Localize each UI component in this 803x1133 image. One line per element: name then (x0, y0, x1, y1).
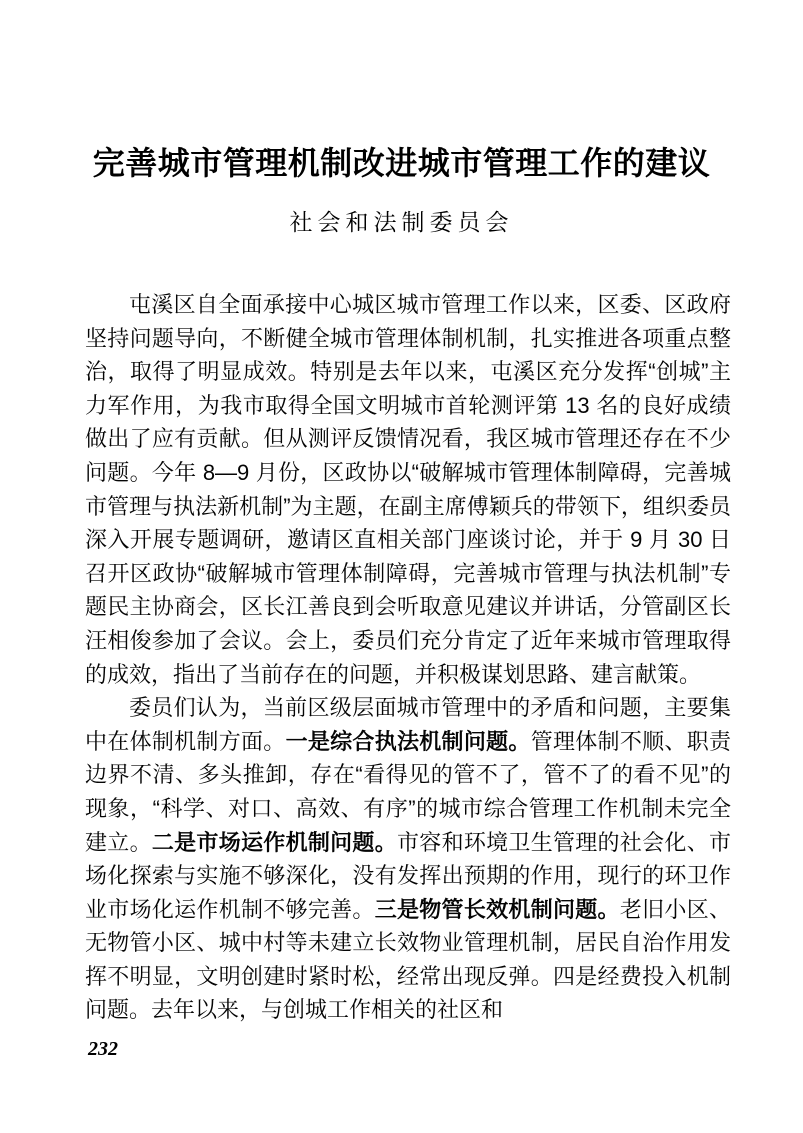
bold-text-segment: 二是市场运作机制问题。 (151, 829, 397, 855)
paragraph (85, 288, 731, 691)
paragraph (85, 691, 731, 1027)
text-segment: 屯溪区自全面承接中心城区城市管理工作以来，区委、区政府坚持问题导向，不断健全城市管理体制机制，扎实推进各项重点整治，取得了明显成效。特别是去年以来，屯溪区充分发挥“创城”主力军作用，为我市取得全国文明城市首轮测评第 13 名的良好成绩做出了应有贡献。但从测评反馈情况看，我区城市管理还存在不少问题。今年 8—9 月份，区政协以“破解城市管理体制障碍，完善城市管理与执法新机制”为主题，在副主席傅颖兵的带领下，组织委员深入开展专题调研，邀请区直相关部门座谈讨论，并于 9 月 30 日召开区政协“破解城市管理体制障碍，完善城市管理与执法机制”专题民主协商会，区长江善良到会听取意见建议并讲话，分管副区长汪相俊参加了会议。会上，委员们充分肯定了近年来城市管理取得的成效，指出了当前存在的问题，并积极谋划思路、建言献策。 (85, 292, 731, 687)
bold-text-segment: 三是物管长效机制问题。 (374, 896, 620, 922)
bold-text-segment: 一是综合执法机制问题。 (285, 728, 531, 754)
text-segment: 委员们认为，当前区级层面城市管理中的矛盾和问题，主要集中在体制机制方面。 (85, 695, 731, 754)
text-segment: 市容和环境卫生管理的社会化、市场化探索与实施不够深化，没有发挥出预期的作用，现行的环卫作业市场化运作机制不够完善。 (85, 829, 731, 922)
text-segment: 管理体制不顺、职责边界不清、多头推卸，存在“看得见的管不了，管不了的看不见”的现象，“科学、对口、高效、有序”的城市综合管理工作机制未完全建立。 (85, 728, 731, 855)
document-title: 完善城市管理机制改进城市管理工作的建议 (92, 145, 711, 181)
text-segment: 老旧小区、无物管小区、城中村等未建立长效物业管理机制，居民自治作用发挥不明显，文明创建时紧时松，经常出现反弹。四是经费投入机制问题。去年以来，与创城工作相关的社区和 (85, 896, 731, 1023)
body-paragraphs (85, 288, 731, 1027)
document-author: 社会和法制委员会 (289, 210, 514, 235)
page-number: 232 (88, 1038, 118, 1060)
